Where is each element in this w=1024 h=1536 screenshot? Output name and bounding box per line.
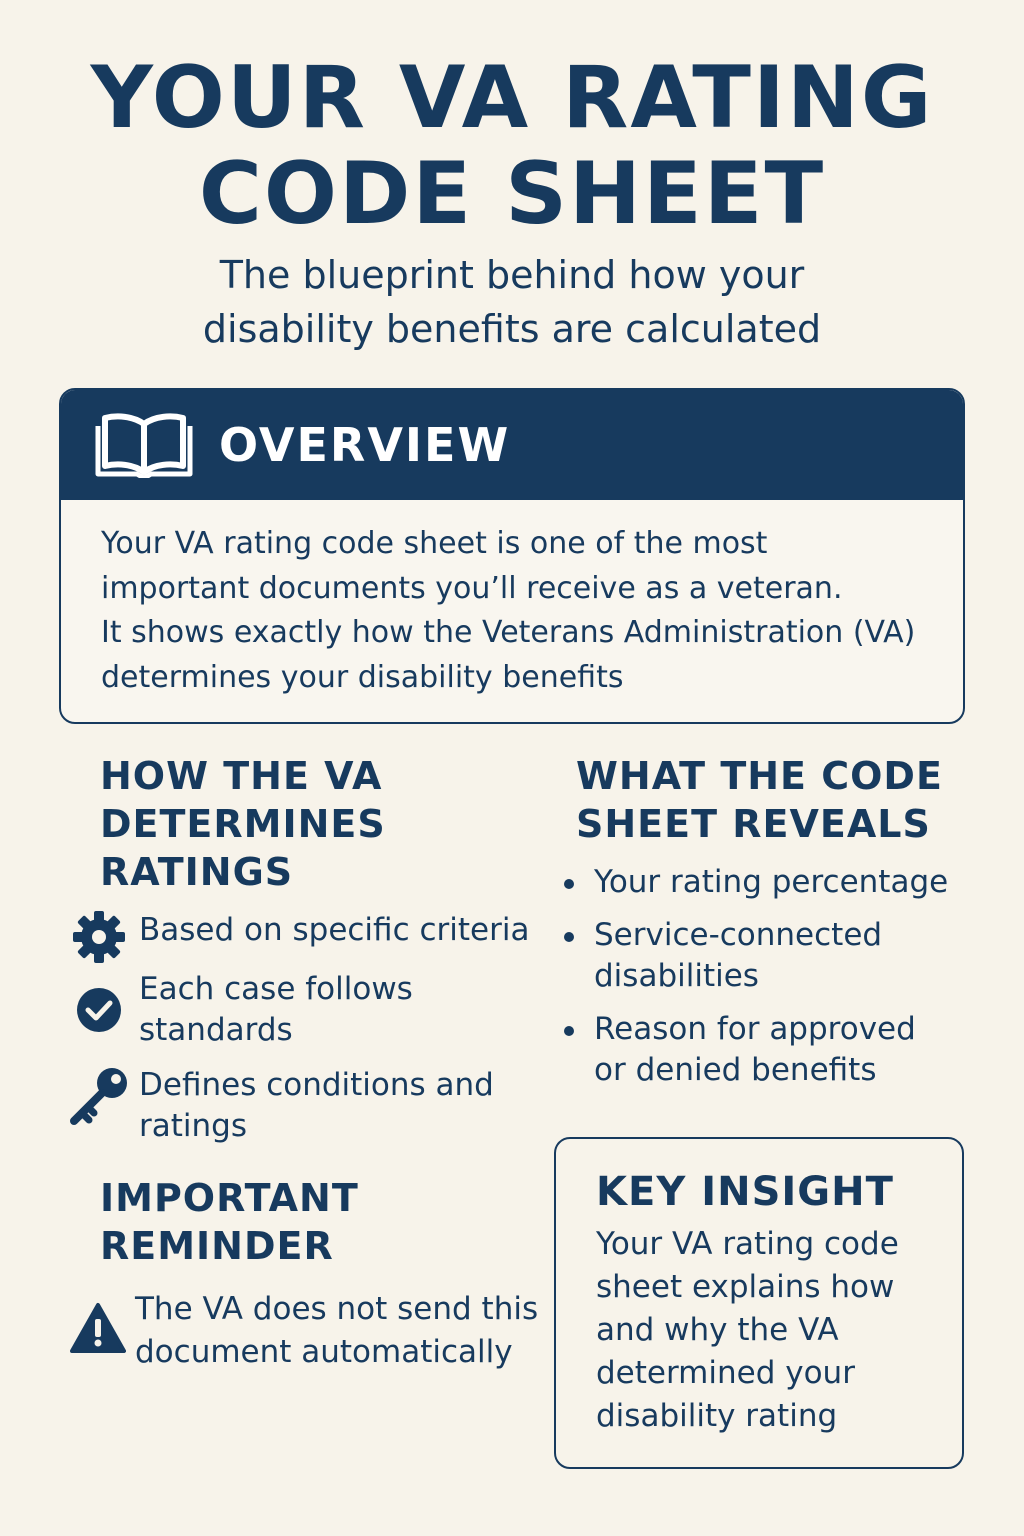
reminder-item	[66, 1288, 538, 1374]
how-item-text	[139, 1065, 494, 1147]
key-insight-title: KEY INSIGHT	[596, 1169, 894, 1215]
item-line: or denied benefits	[594, 1052, 877, 1088]
heading-line: DETERMINES	[100, 802, 386, 846]
list-item	[560, 915, 948, 997]
item-line: Reason for approved	[594, 1011, 916, 1047]
how-item-text	[139, 910, 529, 964]
reveals-section-heading	[576, 752, 943, 848]
how-item-text	[139, 969, 413, 1051]
heading-line: IMPORTANT	[100, 1176, 359, 1220]
item-line: ratings	[139, 1108, 247, 1144]
item-line: document automatically	[135, 1334, 513, 1370]
overview-line: Your VA rating code sheet is one of the most	[101, 526, 768, 561]
subtitle-line-2: disability benefits are calculated	[202, 307, 822, 351]
gear-icon	[72, 910, 126, 964]
insight-line: and why the VA	[596, 1312, 839, 1348]
how-section-heading	[100, 752, 386, 896]
item-line: standards	[139, 1012, 293, 1048]
overview-line: important documents you’ll receive as a veteran.	[101, 570, 843, 606]
item-line: Service-connected	[594, 917, 883, 953]
list-item	[560, 862, 948, 903]
list-item	[560, 1009, 948, 1091]
overview-title: OVERVIEW	[219, 418, 511, 472]
page-subtitle	[0, 248, 1024, 356]
warning-icon	[70, 1302, 126, 1354]
insight-line: sheet explains how	[596, 1269, 895, 1305]
how-item	[64, 1065, 494, 1147]
insight-line: determined your	[596, 1355, 855, 1391]
how-item	[64, 910, 529, 964]
overview-card	[59, 388, 965, 724]
heading-line: WHAT THE CODE	[576, 754, 943, 798]
reveals-list	[560, 862, 948, 1103]
key-insight-card	[554, 1137, 964, 1469]
heading-line: SHEET REVEALS	[576, 802, 931, 846]
reminder-text	[135, 1288, 538, 1374]
how-item	[64, 969, 413, 1051]
item-line: disabilities	[594, 958, 759, 994]
overview-line: determines your disability benefits	[101, 659, 624, 695]
key-insight-body	[596, 1223, 942, 1438]
item-line: The VA does not send this	[135, 1291, 539, 1327]
insight-line: disability rating	[596, 1398, 838, 1434]
item-line: Defines conditions and	[139, 1067, 494, 1103]
key-icon	[68, 1065, 130, 1127]
check-circle-icon	[76, 987, 122, 1033]
reminder-section-heading	[100, 1174, 359, 1270]
heading-line: HOW THE VA	[100, 754, 383, 798]
item-line: Your rating percentage	[594, 864, 949, 900]
item-line: Based on specific criteria	[139, 912, 530, 948]
page-title	[0, 50, 1024, 242]
item-line: Each case follows	[139, 971, 413, 1007]
title-line-2: CODE SHEET	[198, 144, 826, 244]
open-book-icon	[95, 412, 193, 478]
overview-header	[61, 390, 963, 500]
heading-line: REMINDER	[100, 1224, 334, 1268]
subtitle-line-1: The blueprint behind how your	[219, 253, 805, 297]
insight-line: Your VA rating code	[596, 1226, 899, 1262]
overview-line: It shows exactly how the Veterans Administration (VA)	[101, 615, 916, 650]
heading-line: RATINGS	[100, 850, 294, 894]
overview-body	[61, 500, 963, 700]
title-line-1: YOUR VA RATING	[90, 48, 934, 148]
